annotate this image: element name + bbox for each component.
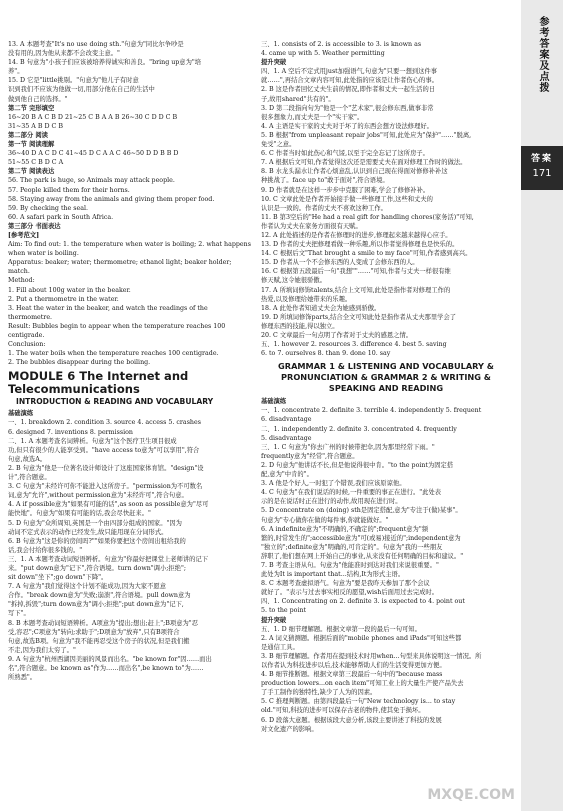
answer-line: 受,容忍";C项意为"转向;求助于";D项意为"放弃",只有B项符合 xyxy=(8,628,180,636)
answer-line: 2. D 句意为"他讲话不长,但是他说得很中肯。"to the point为固定搭 xyxy=(261,461,454,469)
answer-line: 句意,故选A。 xyxy=(8,455,47,463)
answers-block-4 xyxy=(261,397,511,733)
answer-line: 13. D 作者的丈夫把修理看做一种乐趣,所以作者觉得修理也是快乐的。 xyxy=(261,241,459,249)
answer-line: 3. B 细节理解题。作者用在提到技术时用when...句型来具体说明这一情况。所 xyxy=(261,652,482,660)
answer-line: 来。"put down意为"记下",符合语境。turn down"调小;拒绝"; xyxy=(8,564,186,572)
badge-label: 答案 xyxy=(530,154,553,164)
answer-line: 热爱,以及修理给她带来的乐趣。 xyxy=(261,295,352,303)
answer-line: 10. C 文章此处是作者开始接手做一些修理工作,这些和丈夫的 xyxy=(261,195,433,203)
answer-line: 1. The water boils when the temperature reaches 100 centigrade. xyxy=(8,350,219,358)
answer-line: 作者认为丈夫在家务方面很有天赋。 xyxy=(261,222,362,230)
answer-line: centigrade. xyxy=(8,332,45,339)
answer-line: 58. Staying away from the animals and giving them proper food. xyxy=(8,195,215,203)
answer-line: 5. D concentrate on (doing) sth是固定搭配,意为"专注于(做)某事"。 xyxy=(261,507,462,515)
module-title: MODULE 6 The Internet and Telecommunications xyxy=(8,369,189,397)
answer-line: 4. A if possible意为"如果有可能的话",as soon as possible意为"尽可 xyxy=(8,501,209,509)
answer-line: 繁的,时常发生的";accessible意为"可(或易)接近的";independent意为 xyxy=(261,534,461,542)
answer-line: 17. A 所填词修饰talents,结合上文可知,此处是指作者对修理工作的 xyxy=(261,286,451,294)
answer-line: 识到我们不应该为他做一切,用部分他在自己的生活中 xyxy=(8,86,155,94)
answer-line: 养"。 xyxy=(8,68,24,76)
answer-line: 一、1. concentrate 2. definite 3. terrible 4. independently 5. frequent xyxy=(261,407,482,415)
answer-line: [参考范文] xyxy=(8,231,40,239)
answer-line: 5. C 推理判断题。由第四段最后一句"New technology is... to stay xyxy=(261,698,456,706)
answer-line: 5. to the point xyxy=(261,607,307,615)
answer-line: 8. C 本题考查虚拟语气。句意为"要是我昨天参加了那个会议 xyxy=(261,580,430,588)
answer-line: 16. C 根据第五段最后一句"我想""……"可知,作者与丈夫一样很有维 xyxy=(261,268,451,276)
answer-line: 15. D 作者从一个不会修东西的人变成了会修东西的人。 xyxy=(261,259,419,267)
answer-line: 5. B 根据"from unpleasant repair jobs"可知,此处应为"保护"……"脱离, xyxy=(261,131,472,139)
answer-line: 不走,因为我们太穷了。" xyxy=(8,646,76,654)
answer-line: 四、1. A 空后不定式用just加强语气,句意为"只要一想到这件事 xyxy=(261,68,438,76)
answer-line: 写下"。 xyxy=(8,610,30,618)
module-subtitle: INTRODUCTION & READING AND VOCABULARY xyxy=(16,397,214,407)
page-number: 171 xyxy=(532,168,552,179)
answer-line: 15. D 它是"little挑剔。"句意为"他儿子有时意 xyxy=(8,77,139,85)
answer-line: 功,但只有很少的人能享受到。"have access to意为"可以享用",符合 xyxy=(8,446,200,454)
answer-line: Method: xyxy=(8,277,35,285)
answer-line: old."可知,科技的进步可以保存古老的物件,使其免于损坏。 xyxy=(261,707,425,715)
answer-line: 种挑战了。face up to"敢于面对",符合语境。 xyxy=(261,177,389,185)
answer-line: 8. B 水龙头漏水让作者心烦意乱,认识到自己现在得面对修修补补这 xyxy=(261,168,448,176)
answer-line: 提升突破 xyxy=(261,59,287,67)
answer-line: 第二节 完形填空 xyxy=(8,104,55,112)
answer-line: 51~55 C B D C A xyxy=(8,159,64,167)
answer-line: 2. Put a thermometre in the water. xyxy=(8,295,119,303)
side-band-title: 参考答案及点拨 xyxy=(537,16,548,93)
answer-line: 11. B 第3空后的"He had a real gift for handling chores(家务活)"可知, xyxy=(261,213,474,221)
answer-line: 词,意为"允许",without permission意为"未经许可",符合句意。 xyxy=(8,492,188,500)
answer-line: 4. came up with 5. Weather permitting xyxy=(261,50,385,58)
answer-line: 4. C 句意为"在我们说话的时候,一件重要的事正在进行。"此处表 xyxy=(261,489,442,497)
answer-line: 6. D 段落大意题。根据该段大意分析,该段主要讲述了科技的发展 xyxy=(261,716,442,724)
answer-line: 提升突破 xyxy=(261,616,287,624)
answers-block-3 xyxy=(261,40,511,358)
answer-line: 三、1. A 本题考查动词短语辨析。句意为"你最好把课堂上老师讲的记下 xyxy=(8,555,209,563)
answer-line: Conclusion: xyxy=(8,341,46,349)
answer-line: 18. A 此处作者知道丈夫会为她感到骄傲。 xyxy=(261,304,381,312)
answer-line: frequently意为"经常",符合题意。 xyxy=(261,452,359,460)
answer-line: 免受"之意。 xyxy=(261,141,296,149)
answer-line: 修理东西的技能,得以独立。 xyxy=(261,322,339,330)
answer-line: 第三部分 书面表达 xyxy=(8,222,61,230)
answer-line: 了手工制作的独特性,缺少了人为的因素。 xyxy=(261,689,377,697)
answer-line: 一、1. breakdown 2. condition 3. source 4. access 5. crashes xyxy=(8,419,201,427)
answer-line: 认识是一致的。作者的丈夫不喜欢这种工作。 xyxy=(261,204,387,212)
answer-line: 36~40 D A C D C 41~45 D C A A C 46~50 D D B B D xyxy=(8,150,179,158)
answer-line: 14. B 句意为"小孩子们应该被培养得诚实和善良。"bring up意为"培 xyxy=(8,59,202,67)
answer-line: 第二部分 阅读 xyxy=(8,131,48,139)
answer-badge xyxy=(521,146,563,190)
answer-line: 60. A safari park in South Africa. xyxy=(8,213,114,221)
answer-line: 12. A 此处描述的是作者在修理时的进步,修理起来越来越得心应手。 xyxy=(261,231,452,239)
answer-line: 修天赋,这令她很骄傲。 xyxy=(261,277,326,285)
grammar-section-title: GRAMMAR 1 & LISTENING AND VOCABULARY & PRONUNCIATION & GRAMMAR 2 & WRITING & SPEAKING AND READING xyxy=(278,361,494,394)
answer-line: sit down"坐下";go down"下降"。 xyxy=(8,574,108,582)
answer-line: 五、1. D 细节理解题。根据文章第一段的最后一句可知。 xyxy=(261,625,421,633)
answer-line: 话,我会付给你很多钱的。" xyxy=(8,546,83,554)
answer-line: 2. B 句意为"他是一位著名设计师设计了这座国家体育馆。"design"设 xyxy=(8,464,204,472)
answer-line: 就……",再结合文章内容可知,此处指的应该是让作者伤心的事。 xyxy=(261,77,438,85)
answer-line: 三、1. C 句意为"你去广州的时候带把伞,因为那里经常下雨。" xyxy=(261,443,435,451)
answer-line: 59. By checking the seal. xyxy=(8,204,88,212)
answer-line: 能快地"。句意为"如果有可能的话,我会尽快赶来。" xyxy=(8,510,151,518)
answer-line: 6. to 7. ourselves 8. than 9. done 10. say xyxy=(261,350,391,358)
answer-line: 配,意为"中肯的"。 xyxy=(261,471,313,479)
answer-line: 16~20 B A C B D 21~25 C B A A B 26~30 C D D C B xyxy=(8,113,178,121)
answer-line: 6. A indefinite意为"不明确的,不确定的";frequent意为"频 xyxy=(261,525,429,533)
answer-line: 13. A 本题考查"It's no use doing sth."句意为"同比尔争吵是 xyxy=(8,41,184,48)
answer-line: 4. A 主语是实干家的丈夫对于坏了的东西会想方设法修理好。 xyxy=(261,122,433,130)
answer-line: 就好了。"表示与过去事实相反的愿望,wish后面用过去完成时。 xyxy=(261,589,439,597)
answer-line: 3. Heat the water in the beaker, and watch the readings of the thermometre. xyxy=(8,304,208,321)
answer-line: 辞职了,他们想在网上开始自己的事业,从来没有任何明确的目标和建议。" xyxy=(261,552,464,560)
answer-line: 3. C 句意为"未经许可你不能进入这所房子。"permission为不可数名 xyxy=(8,483,203,491)
answer-line: 没有用的,因为他从来都不会改变主意。" xyxy=(8,50,120,58)
answer-line: 9. A 句意为"杭州西湖因美丽的风景而出名。"be known for"因……而出 xyxy=(8,655,212,663)
side-band xyxy=(521,0,563,811)
answer-line: "拆掉,拆毁";turn down意为"调小;拒绝";put down意为"记下, xyxy=(8,601,184,609)
answer-line: 计",符合题意。 xyxy=(8,474,51,482)
answer-line: 9. D 作者就是在这样一步步中克服了困难,学会了修修补补。 xyxy=(261,186,430,194)
answer-line: 2. A 词义猜测题。根据后面的"mobile phones and iPads"可知这些都 xyxy=(261,634,462,642)
answer-line: "独立的";definite意为"明确的,可肯定的"。句意为"我的一些朋友 xyxy=(261,543,443,551)
answer-line: 基础演练 xyxy=(261,398,287,406)
answer-line: 1. Fill about 100g water in the beaker. xyxy=(8,286,131,294)
answer-line: 3. A 他是个好人,一时犯了个错误,我们应该原谅他。 xyxy=(261,480,406,488)
answer-line: 示的是在说话时正在进行的动作,故用现在进行时。 xyxy=(261,498,402,506)
answer-line: 19. D 所填词修饰parts,结合全文可知此处是指作者从丈夫那里学会了 xyxy=(261,313,457,321)
answer-line: match. xyxy=(8,268,30,276)
answer-line: 2. B 这是作者回忆丈夫生前的情况,即作者和丈夫一起生活的日 xyxy=(261,86,436,94)
answer-line: 2. The bubbles disappear during the boiling. xyxy=(8,359,151,367)
answer-line: 4. B 细节推断题。根据文章第三段最后一句中的"because mass xyxy=(261,671,443,679)
answer-line: 8. B 本题考查动词短语辨析。A项意为"提出;想出;赶上";B项意为"忍 xyxy=(8,619,198,627)
answer-line: 三、1. consists of 2. is accessible to 3. is known as xyxy=(261,41,422,48)
answer-line: 57. People killed them for their horns. xyxy=(8,186,130,194)
answer-line: 6. B 句意为"这是你的房间吗?""如果你要把这个房间出租给我的 xyxy=(8,537,186,545)
answer-line: 此处为It is important that...结构,It为形式主语。 xyxy=(261,571,405,579)
answer-line: 31~35 A B D C B xyxy=(8,122,63,130)
answer-line: 第二节 阅读表达 xyxy=(8,168,55,176)
answer-line: Result: Bubbles begin to appear when the temperature reaches 100 xyxy=(8,322,226,330)
answer-line: 以作者认为科技进步以后,技术能够帮助人们的生活变得更加方便。 xyxy=(261,662,446,669)
answer-line: 合作。"break down意为"失败;崩溃",符合语境。pull down意为 xyxy=(8,592,191,600)
answer-line: 所熟悉"。 xyxy=(8,674,37,682)
answers-block-1 xyxy=(8,40,252,367)
answer-line: 二、1. A 本题考查名词辨析。句意为"这个医疗卫生项目很成 xyxy=(8,437,177,445)
answer-line: 3. D 第二段指向句为"他是一个"艺术家",很会修东西,做事非常 xyxy=(261,104,434,112)
answer-line: 56. The park is huge, so Animals may attack people. xyxy=(8,177,175,185)
answer-line: 句意为"专心做你在做的每件事,你就能做好。" xyxy=(261,516,389,524)
answer-line: 句意,故选B项。句意为"我不能再忍受这个房子的状况,但是我们搬 xyxy=(8,637,190,645)
answer-line: 20. C 文章最后一句点明了作者对于丈夫的感恩之情。 xyxy=(261,332,413,339)
answer-line: production lowers...on each item"可知工业上的大量生产使产品失去 xyxy=(261,680,464,688)
answer-line: 对文化遗产的影响。 xyxy=(261,725,318,733)
answer-line: Aim: To find out: 1. the temperature when water is boiling; 2. what happens xyxy=(8,241,251,249)
answer-line: 7. B 考查主语从句。句意为"他能准时到达对我们来说很重要。" xyxy=(261,561,439,569)
answer-line: 7. A 根据后文可知,作者觉得这次还是需要丈夫在面对修理工作时的做法。 xyxy=(261,159,467,167)
answer-line: 五、1. however 2. resources 3. difference 4. best 5. saving xyxy=(261,341,447,349)
answer-line: 7. A 句意为"我们觉得这个计划不能成功,因为大家不愿意 xyxy=(8,583,166,591)
answer-line: 基础演练 xyxy=(8,410,34,418)
answer-line: 做到他自己的选择。" xyxy=(8,95,68,103)
answer-line: 是通信工具。 xyxy=(261,643,299,651)
answer-line: 5. D 句意为"众所周知,英国是一个由四部分组成的国家。"因为 xyxy=(8,519,182,527)
answer-line: 6. designed 7. inventions 8. permission xyxy=(8,428,133,436)
answer-line: 5. disadvantage xyxy=(261,434,312,442)
answer-line: when water is boiling. xyxy=(8,250,79,258)
answer-line: 第一节 阅读理解 xyxy=(8,141,55,149)
answer-line: 很多想象力,而丈夫是一个"实干家"。 xyxy=(261,113,364,121)
answer-line: 6. disadvantage xyxy=(261,416,312,424)
answer-line: Apparatus: beaker; water; thermometre; ethanol light; beaker holder; xyxy=(8,259,232,267)
answer-line: 四、1. Concentrating on 2. definite 3. is expected to 4. point out xyxy=(261,598,465,606)
right-column xyxy=(261,40,511,804)
answers-block-2 xyxy=(8,409,252,682)
answer-line: 名",符合题意。be known as"作为……而出名",be known to"为…… xyxy=(8,665,204,672)
answer-line: 动词不定式表示的动作已经发生,故只能用现在分词形式。 xyxy=(8,528,168,536)
watermark-text: MXQE.COM xyxy=(427,787,515,803)
answer-line: 二、1. independently 2. definite 3. concentrated 4. frequently xyxy=(261,425,457,433)
answer-line: 6. C 作者当时如此伤心和气馁,以至于完全忘记了这所房子。 xyxy=(261,150,429,158)
left-column xyxy=(8,40,252,804)
answer-line: 子,故用shared"共有的"。 xyxy=(261,95,335,103)
answer-line: 14. C 根据后文"That brought a smile to my face"可知,作者感到高兴。 xyxy=(261,250,472,258)
